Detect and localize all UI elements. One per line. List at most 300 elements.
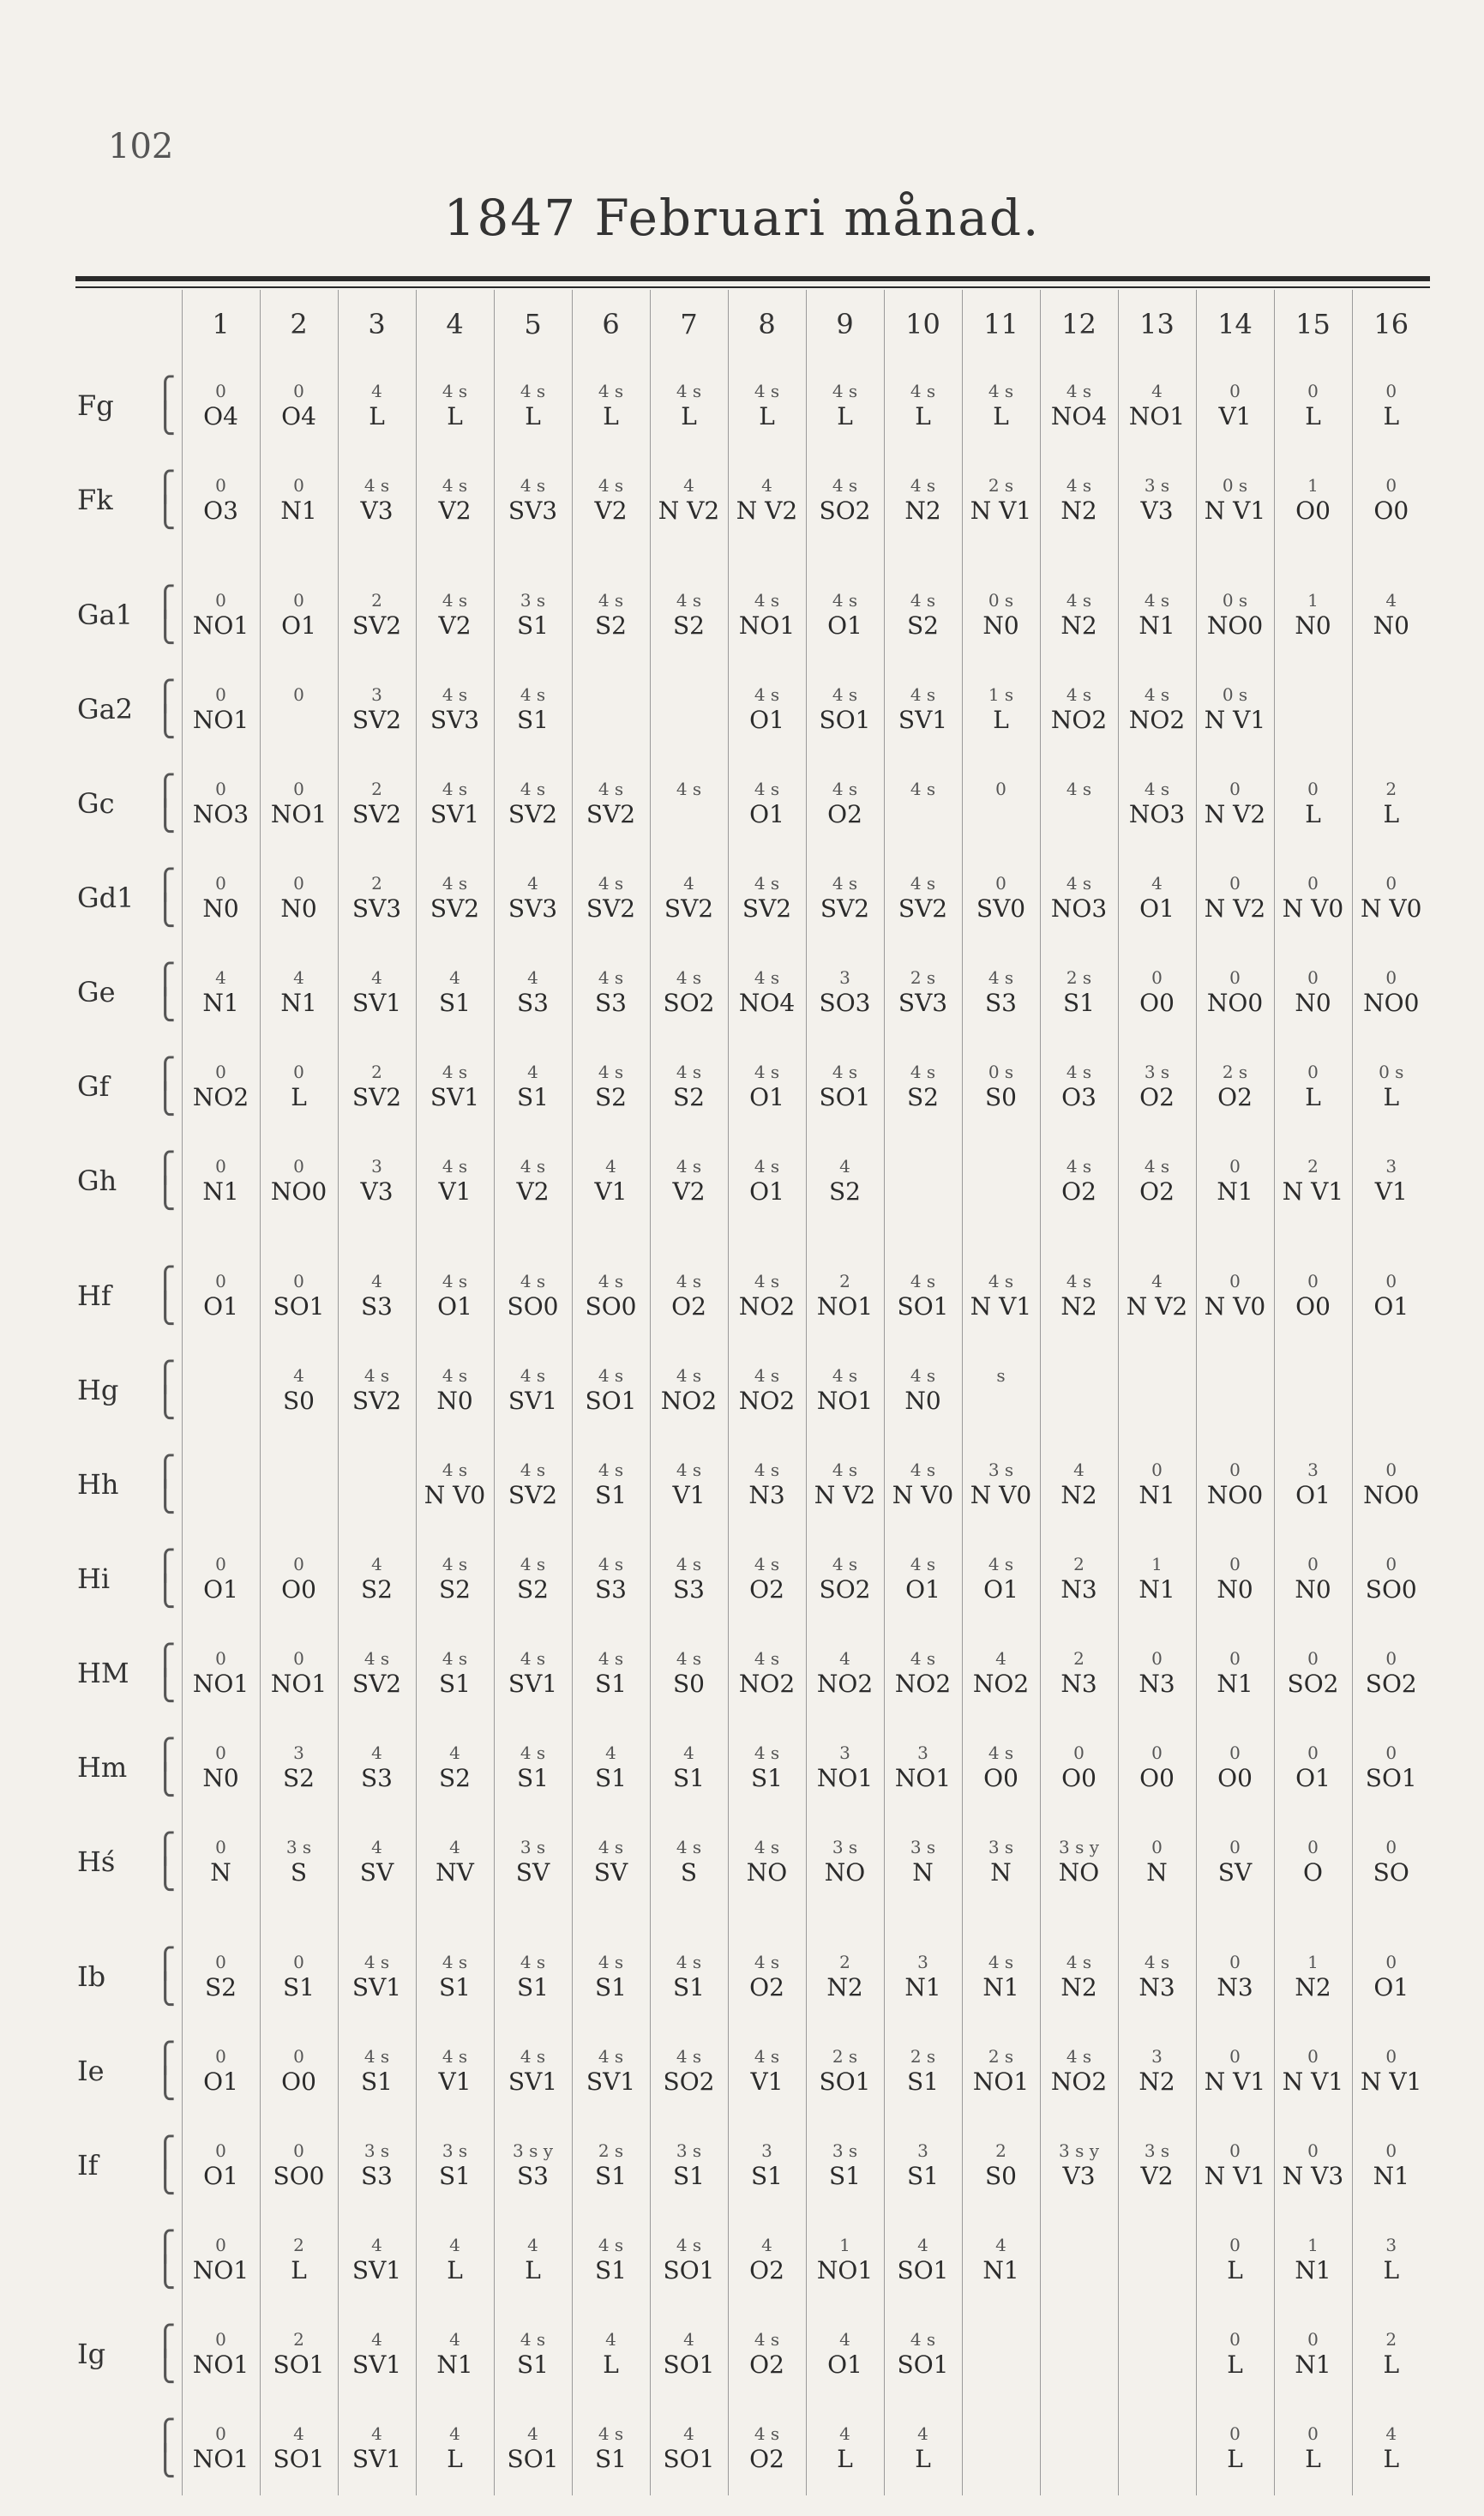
wind-code: SO0 bbox=[1365, 1575, 1417, 1604]
wind-code: SV2 bbox=[351, 1670, 402, 1698]
weather-code: 4 s bbox=[520, 475, 546, 496]
observation-cell bbox=[338, 358, 416, 453]
observation-cell bbox=[1118, 2118, 1196, 2212]
observation-cell bbox=[884, 1532, 962, 1626]
weather-code: 4 s bbox=[754, 2046, 780, 2067]
observation-cell bbox=[884, 1815, 962, 1909]
observation-cell bbox=[1274, 568, 1352, 662]
weather-code: 4 s bbox=[363, 1365, 390, 1386]
brace-mark: ⎧ ⎩ bbox=[154, 1643, 177, 1703]
table-row bbox=[75, 453, 1430, 547]
wind-code bbox=[1353, 1387, 1431, 1416]
wind-code: L bbox=[915, 402, 931, 430]
weather-code: 0 bbox=[1385, 2046, 1397, 2067]
wind-code: S2 bbox=[907, 1083, 939, 1111]
weather-code: 4 bbox=[1151, 1271, 1163, 1291]
weather-code: 0 s bbox=[1222, 475, 1248, 496]
spacer-cell bbox=[1274, 547, 1352, 568]
observation-cell bbox=[1040, 2024, 1118, 2118]
row-label-cell bbox=[75, 945, 182, 1039]
wind-code: O0 bbox=[1061, 1764, 1096, 1792]
weather-code: 0 bbox=[1307, 2046, 1319, 2067]
day-header: 10 bbox=[884, 290, 962, 358]
weather-code: 2 bbox=[839, 1271, 850, 1291]
observation-cell bbox=[260, 945, 338, 1039]
observation-cell bbox=[572, 2307, 650, 2401]
observation-cell bbox=[728, 2307, 806, 2401]
wind-code: S3 bbox=[985, 989, 1017, 1017]
wind-code bbox=[261, 1481, 338, 1510]
observation-cell bbox=[572, 2118, 650, 2212]
brace-mark: ⎧ ⎩ bbox=[154, 376, 177, 436]
table-row bbox=[75, 1039, 1430, 1134]
wind-code: O1 bbox=[203, 1575, 238, 1604]
row-spacer bbox=[75, 1228, 1430, 1249]
wind-code bbox=[1119, 1387, 1196, 1416]
observation-cell bbox=[260, 851, 338, 945]
wind-code bbox=[963, 1177, 1040, 1207]
wind-code: O1 bbox=[749, 1177, 784, 1206]
observation-cell bbox=[1352, 2212, 1430, 2307]
wind-code: N V0 bbox=[970, 1481, 1032, 1509]
wind-code: N2 bbox=[1060, 497, 1097, 525]
weather-code bbox=[183, 1459, 260, 1481]
wind-code: L bbox=[993, 706, 1009, 734]
observation-cell bbox=[494, 1134, 572, 1228]
observation-cell bbox=[260, 1134, 338, 1228]
weather-code: 4 s bbox=[598, 590, 624, 611]
observation-cell bbox=[260, 1343, 338, 1437]
spacer-cell bbox=[1118, 1228, 1196, 1249]
wind-code: L bbox=[915, 2445, 931, 2473]
weather-code: 3 bbox=[293, 1743, 304, 1763]
wind-code: S1 bbox=[283, 1973, 315, 2001]
wind-code: O2 bbox=[1217, 1083, 1253, 1111]
wind-code: N bbox=[912, 1858, 934, 1887]
weather-code: 0 bbox=[215, 2329, 226, 2350]
wind-code: N1 bbox=[202, 989, 239, 1017]
weather-code: 1 bbox=[1151, 1554, 1163, 1574]
observation-cell bbox=[416, 662, 494, 756]
weather-code: 4 s bbox=[832, 590, 858, 611]
weather-code: 4 s bbox=[754, 1365, 780, 1386]
observation-cell bbox=[650, 1929, 728, 2024]
weather-code: 4 s bbox=[754, 1952, 780, 1972]
row-label-cell bbox=[75, 2024, 182, 2118]
observation-cell bbox=[1352, 2401, 1430, 2495]
wind-code: N0 bbox=[202, 1764, 239, 1792]
station-label: Gh bbox=[77, 1165, 117, 1197]
wind-code: O4 bbox=[281, 402, 316, 430]
wind-code: SO1 bbox=[663, 2256, 715, 2284]
wind-code: N V1 bbox=[1204, 2068, 1266, 2096]
page-number: 102 bbox=[108, 127, 174, 166]
observation-cell bbox=[572, 945, 650, 1039]
wind-code: S1 bbox=[517, 1973, 549, 2001]
wind-code: L bbox=[291, 1083, 307, 1111]
observation-cell bbox=[884, 1343, 962, 1437]
weather-code: 4 s bbox=[910, 1271, 936, 1291]
observation-cell bbox=[1040, 2401, 1118, 2495]
observation-cell bbox=[1352, 358, 1430, 453]
wind-code: S1 bbox=[595, 1764, 627, 1792]
observation-cell bbox=[572, 1626, 650, 1720]
brace-mark: ⎧ ⎩ bbox=[154, 2135, 177, 2195]
weather-code: 4 s bbox=[363, 2046, 390, 2067]
wind-code: NO1 bbox=[972, 2068, 1030, 2096]
wind-code: S1 bbox=[517, 2350, 549, 2379]
observation-cell bbox=[494, 851, 572, 945]
observation-cell bbox=[1274, 1437, 1352, 1532]
wind-code: L bbox=[837, 2445, 853, 2473]
wind-code: SV bbox=[593, 1858, 628, 1887]
brace-mark: ⎧ ⎩ bbox=[154, 1454, 177, 1514]
weather-code: 3 bbox=[1151, 2046, 1163, 2067]
wind-code: O1 bbox=[1373, 1292, 1409, 1321]
weather-code: 4 s bbox=[754, 2423, 780, 2444]
observation-cell bbox=[884, 1134, 962, 1228]
observation-cell bbox=[1196, 2307, 1274, 2401]
observation-cell bbox=[1040, 1815, 1118, 1909]
weather-code: 0 bbox=[215, 590, 226, 611]
weather-code: 0 bbox=[1385, 381, 1397, 401]
weather-code: 0 bbox=[1307, 967, 1319, 988]
observation-cell bbox=[338, 1134, 416, 1228]
observation-cell bbox=[182, 1929, 260, 2024]
brace-mark: ⎧ ⎩ bbox=[154, 470, 177, 530]
spacer-cell bbox=[884, 547, 962, 568]
wind-code: NO2 bbox=[738, 1292, 796, 1321]
weather-code: 4 s bbox=[754, 1743, 780, 1763]
weather-code: 4 bbox=[995, 2235, 1006, 2255]
observation-cell bbox=[1118, 358, 1196, 453]
weather-code: 4 s bbox=[832, 475, 858, 496]
observation-cell bbox=[650, 851, 728, 945]
observation-cell bbox=[650, 756, 728, 851]
weather-code: 4 bbox=[371, 381, 382, 401]
weather-code: 4 s bbox=[910, 475, 936, 496]
day-header: 6 bbox=[572, 290, 650, 358]
observation-cell bbox=[260, 2118, 338, 2212]
observation-cell bbox=[260, 1720, 338, 1815]
day-header-row bbox=[75, 290, 1430, 358]
wind-code: S0 bbox=[985, 2162, 1017, 2190]
wind-code: NO1 bbox=[192, 1670, 249, 1698]
observation-cell bbox=[572, 1437, 650, 1532]
observation-cell bbox=[962, 568, 1040, 662]
wind-code: N V2 bbox=[658, 497, 720, 525]
day-header: 16 bbox=[1352, 290, 1430, 358]
weather-code: 4 s bbox=[520, 1743, 546, 1763]
weather-code: 3 s bbox=[1144, 475, 1170, 496]
weather-code: 0 bbox=[1229, 967, 1241, 988]
wind-code: L bbox=[1305, 800, 1321, 828]
observation-cell bbox=[572, 851, 650, 945]
wind-code: SV1 bbox=[586, 2068, 636, 2096]
observation-cell bbox=[338, 1929, 416, 2024]
spacer-cell bbox=[494, 1909, 572, 1929]
weather-code: 4 bbox=[449, 1837, 460, 1857]
observation-cell bbox=[494, 1437, 572, 1532]
spacer-cell bbox=[884, 1228, 962, 1249]
wind-code bbox=[339, 1481, 416, 1510]
weather-code: 0 bbox=[1229, 1743, 1241, 1763]
wind-code: N0 bbox=[1295, 611, 1331, 640]
wind-code: SO0 bbox=[273, 2162, 325, 2190]
weather-code: 4 s bbox=[442, 1460, 468, 1480]
weather-code: 4 bbox=[995, 1648, 1006, 1669]
observation-cell bbox=[728, 358, 806, 453]
wind-code: NO3 bbox=[1128, 800, 1186, 828]
wind-code: NV bbox=[436, 1858, 474, 1887]
weather-code: 4 s bbox=[520, 1952, 546, 1972]
weather-code: 4 bbox=[215, 967, 226, 988]
spacer-cell bbox=[338, 1909, 416, 1929]
wind-code: S2 bbox=[907, 611, 939, 640]
wind-code: SO1 bbox=[507, 2445, 559, 2473]
spacer-cell bbox=[416, 547, 494, 568]
weather-code: 3 bbox=[839, 967, 850, 988]
spacer-cell bbox=[494, 1228, 572, 1249]
weather-code: 4 s bbox=[988, 1554, 1014, 1574]
observation-cell bbox=[416, 1343, 494, 1437]
wind-code: S1 bbox=[595, 2445, 627, 2473]
header-rule-thick bbox=[75, 276, 1430, 281]
wind-code: N1 bbox=[982, 1973, 1019, 2001]
observation-cell bbox=[1196, 2212, 1274, 2307]
weather-code: 4 s bbox=[1066, 590, 1092, 611]
wind-code: L bbox=[1305, 2445, 1321, 2473]
weather-code bbox=[651, 683, 728, 706]
table-row bbox=[75, 2307, 1430, 2401]
brace-mark: ⎧ ⎩ bbox=[154, 1737, 177, 1797]
weather-code: 0 bbox=[215, 1271, 226, 1291]
wind-code: V3 bbox=[360, 1177, 394, 1206]
wind-code: N3 bbox=[1139, 1973, 1175, 2001]
weather-code: 2 s bbox=[910, 2046, 936, 2067]
observation-cell bbox=[572, 1134, 650, 1228]
observation-cell bbox=[650, 2212, 728, 2307]
observation-cell bbox=[962, 1343, 1040, 1437]
spacer-cell bbox=[75, 1909, 182, 1929]
observation-cell bbox=[572, 453, 650, 547]
wind-code: N2 bbox=[1139, 2068, 1175, 2096]
weather-code: 4 s bbox=[442, 684, 468, 705]
wind-code: SO2 bbox=[663, 2068, 715, 2096]
wind-code: N V2 bbox=[1126, 1292, 1188, 1321]
observation-cell bbox=[806, 662, 884, 756]
wind-code bbox=[261, 706, 338, 735]
observation-cell bbox=[1274, 2307, 1352, 2401]
wind-code: S1 bbox=[595, 2256, 627, 2284]
observation-cell bbox=[572, 662, 650, 756]
spacer-cell bbox=[260, 1909, 338, 1929]
weather-code: 0 bbox=[293, 1554, 304, 1574]
observation-cell bbox=[1352, 851, 1430, 945]
observation-cell bbox=[650, 2401, 728, 2495]
weather-code: 4 s bbox=[676, 1952, 702, 1972]
weather-code: 4 bbox=[1385, 590, 1397, 611]
wind-code: S3 bbox=[517, 989, 549, 1017]
weather-code: 4 s bbox=[598, 381, 624, 401]
weather-code: 4 s bbox=[754, 1837, 780, 1857]
observation-cell bbox=[1118, 2212, 1196, 2307]
wind-code: SO0 bbox=[585, 1292, 637, 1321]
wind-code: N2 bbox=[904, 497, 941, 525]
wind-code: SV2 bbox=[820, 894, 870, 923]
wind-code: N0 bbox=[904, 1387, 941, 1415]
wind-code: O2 bbox=[749, 2350, 784, 2379]
weather-code: 4 s bbox=[520, 1156, 546, 1177]
wind-code: SO2 bbox=[1287, 1670, 1339, 1698]
observation-cell bbox=[416, 945, 494, 1039]
wind-code: S1 bbox=[517, 1764, 549, 1792]
weather-code: 4 s bbox=[520, 1554, 546, 1574]
weather-code: 4 s bbox=[676, 1837, 702, 1857]
weather-code: 0 bbox=[293, 1271, 304, 1291]
observation-cell bbox=[338, 851, 416, 945]
observation-cell bbox=[338, 568, 416, 662]
wind-code: SV1 bbox=[351, 2350, 402, 2379]
weather-code: 0 bbox=[1229, 2235, 1241, 2255]
wind-code bbox=[1197, 1387, 1274, 1416]
weather-code: 0 bbox=[1151, 1743, 1163, 1763]
weather-code bbox=[1275, 683, 1352, 706]
wind-code: V3 bbox=[360, 497, 394, 525]
weather-code bbox=[963, 2328, 1040, 2350]
weather-code: 2 bbox=[1073, 1648, 1084, 1669]
weather-code bbox=[573, 683, 650, 706]
wind-code: L bbox=[603, 402, 619, 430]
observation-cell bbox=[494, 1249, 572, 1343]
brace-mark: ⎧ ⎩ bbox=[154, 2230, 177, 2290]
weather-code: 2 bbox=[995, 2140, 1006, 2161]
table-row bbox=[75, 662, 1430, 756]
wind-code: SV2 bbox=[351, 1083, 402, 1111]
weather-code: 4 s bbox=[442, 1062, 468, 1082]
observation-cell bbox=[1118, 2401, 1196, 2495]
station-label: Hi bbox=[77, 1562, 111, 1595]
observation-cell bbox=[962, 1249, 1040, 1343]
wind-code: NO2 bbox=[972, 1670, 1030, 1698]
weather-code: 2 s bbox=[988, 2046, 1014, 2067]
observation-cell bbox=[962, 2307, 1040, 2401]
spacer-cell bbox=[1274, 1228, 1352, 1249]
wind-code: N V1 bbox=[1282, 2068, 1344, 2096]
wind-code: V1 bbox=[1218, 402, 1252, 430]
wind-code: N0 bbox=[202, 894, 239, 923]
brace-mark: ⎧ ⎩ bbox=[154, 1056, 177, 1117]
observation-cell bbox=[494, 1343, 572, 1437]
observation-cell bbox=[260, 2307, 338, 2401]
observation-cell bbox=[650, 1249, 728, 1343]
weather-code: 4 s bbox=[988, 967, 1014, 988]
observation-cell bbox=[884, 945, 962, 1039]
weather-code: 4 s bbox=[754, 1648, 780, 1669]
weather-code: 3 s bbox=[1144, 2140, 1170, 2161]
spacer-cell bbox=[1118, 1909, 1196, 1929]
observation-cell bbox=[650, 662, 728, 756]
weather-code: 1 bbox=[1307, 2235, 1319, 2255]
day-header: 13 bbox=[1118, 290, 1196, 358]
weather-code: 4 s bbox=[676, 967, 702, 988]
observation-cell bbox=[1352, 945, 1430, 1039]
weather-code: 0 s bbox=[988, 590, 1014, 611]
weather-code: 4 bbox=[605, 1743, 616, 1763]
observation-cell bbox=[182, 1626, 260, 1720]
wind-code: NO1 bbox=[894, 1764, 952, 1792]
weather-code: 4 bbox=[371, 2235, 382, 2255]
wind-code: S1 bbox=[439, 1973, 471, 2001]
wind-code bbox=[651, 706, 728, 735]
observation-cell bbox=[1196, 1626, 1274, 1720]
observation-cell bbox=[1196, 945, 1274, 1039]
wind-code bbox=[573, 706, 650, 735]
observation-cell bbox=[572, 1815, 650, 1909]
wind-code: S1 bbox=[439, 989, 471, 1017]
brace-mark: ⎧ ⎩ bbox=[154, 773, 177, 834]
spacer-cell bbox=[650, 1228, 728, 1249]
weather-code: 0 bbox=[1229, 2329, 1241, 2350]
observation-cell bbox=[1040, 1134, 1118, 1228]
brace-mark: ⎧ ⎩ bbox=[154, 1266, 177, 1326]
observation-cell bbox=[338, 453, 416, 547]
weather-code: 4 s bbox=[363, 1952, 390, 1972]
weather-code: 4 bbox=[527, 967, 538, 988]
observation-cell bbox=[182, 2024, 260, 2118]
weather-code: 0 bbox=[1151, 1648, 1163, 1669]
observation-cell bbox=[1118, 453, 1196, 547]
weather-code: 2 bbox=[1385, 2329, 1397, 2350]
observation-cell bbox=[962, 453, 1040, 547]
observation-cell bbox=[572, 2024, 650, 2118]
weather-code: 0 bbox=[215, 1952, 226, 1972]
weather-code: 4 bbox=[293, 967, 304, 988]
wind-code: N0 bbox=[436, 1387, 473, 1415]
observation-cell bbox=[884, 2212, 962, 2307]
weather-code: 4 s bbox=[910, 590, 936, 611]
weather-code: 3 s y bbox=[512, 2140, 553, 2161]
wind-code: V1 bbox=[438, 2068, 472, 2096]
weather-code: 4 s bbox=[754, 1271, 780, 1291]
weather-code: 4 s bbox=[832, 1062, 858, 1082]
day-header: 2 bbox=[260, 290, 338, 358]
wind-code: L bbox=[759, 402, 775, 430]
wind-code: L bbox=[1383, 800, 1400, 828]
weather-code: 4 bbox=[371, 1743, 382, 1763]
weather-code: 0 bbox=[1229, 2046, 1241, 2067]
observation-cell bbox=[260, 2212, 338, 2307]
observation-cell bbox=[182, 568, 260, 662]
weather-code: 2 bbox=[1073, 1554, 1084, 1574]
wind-code: L bbox=[1383, 402, 1400, 430]
observation-cell bbox=[338, 1437, 416, 1532]
weather-code: 4 bbox=[527, 873, 538, 894]
row-label-cell bbox=[75, 1134, 182, 1228]
wind-code: NO2 bbox=[816, 1670, 874, 1698]
observation-cell bbox=[806, 568, 884, 662]
wind-code: O bbox=[1303, 1858, 1323, 1887]
weather-code: 2 bbox=[293, 2329, 304, 2350]
wind-code: S1 bbox=[439, 1670, 471, 1698]
spacer-cell bbox=[182, 1228, 260, 1249]
wind-code: N V0 bbox=[1282, 894, 1344, 923]
wind-code: O0 bbox=[1217, 1764, 1253, 1792]
wind-code: N3 bbox=[1060, 1670, 1097, 1698]
observation-cell bbox=[650, 2024, 728, 2118]
wind-code: SO1 bbox=[663, 2350, 715, 2379]
weather-code: 3 s bbox=[832, 2140, 858, 2161]
